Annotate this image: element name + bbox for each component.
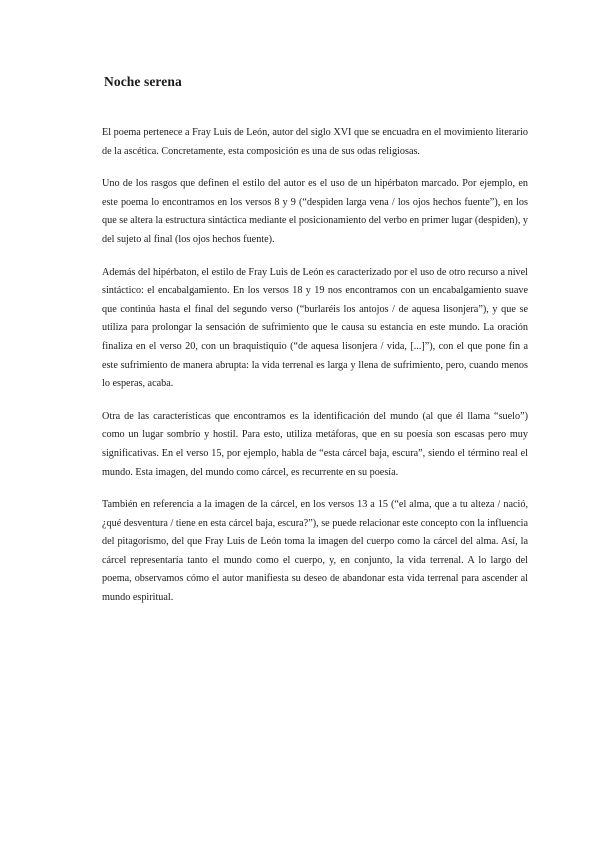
paragraph-4: Otra de las características que encontramos es la identificación del mundo (al que él llama “suelo”) como un lugar sombrío y hostil. Para esto, utiliza metáforas, que en su poesía son escasas pero muy significativas. En el verso 15, por ejemplo, habla de “esta cárcel baja, escura”, siendo el término real el mundo. Esta imagen, del mundo como cárcel, es recurrente en su poesía. [102,410,528,478]
paragraph-1: El poema pertenece a Fray Luis de León, autor del siglo XVI que se encuadra en el movimiento literario de la ascética. Concretamente, esta composición es una de sus odas religiosas. [102,127,528,157]
paragraph-2: Uno de los rasgos que definen el estilo del autor es el uso de un hipérbaton marcado. Por ejemplo, en este poema lo encontramos en los versos 8 y 9 (“despiden larga vena / los ojos hechos fuente”), en los que se altera la estructura sintáctica mediante el posicionamiento del verbo en primer lugar (despiden), y del sujeto al final (los ojos hechos fuente). [102,178,529,245]
paragraph-5: También en referencia a la imagen de la cárcel, en los versos 13 a 15 (“el alma, que a tu alteza / nació, ¿qué desventura / tiene en esta cárcel baja, escura?”), se puede relacionar este concepto con la influencia del pitagorismo, del que Fray Luis de León toma la imagen del cuerpo como la cárcel del alma. Así, la cárcel representaría tanto el mundo como el cuerpo, y, en conjunto, la vida terrenal. A lo largo del poema, observamos cómo el autor manifiesta su deseo de abandonar esta vida terrenal para ascender al mundo espiritual. [102,499,528,604]
paragraph-3: Además del hipérbaton, el estilo de Fray Luis de León es caracterizado por el uso de otro recurso a nivel sintáctico: el encabalgamiento. En los versos 18 y 19 nos encontramos con un encabalgamiento suave que continúa hasta el final del segundo verso (“burlaréis los antojos / de aquesa lisonjera”), y que se utiliza para prolongar la sensación de sufrimiento que le causa su estancia en este mundo. La oración finaliza en el verso 20, con un braquistiquio (“de aquesa lisonjera / vida, [...]”), con el que pone fin a este sufrimiento de manera abrupta: la vida terrenal es larga y llena de sufrimiento, pero, cuando menos lo esperas, acaba. [102,266,528,390]
document-title: Noche serena [104,74,182,89]
document-body [102,124,528,622]
